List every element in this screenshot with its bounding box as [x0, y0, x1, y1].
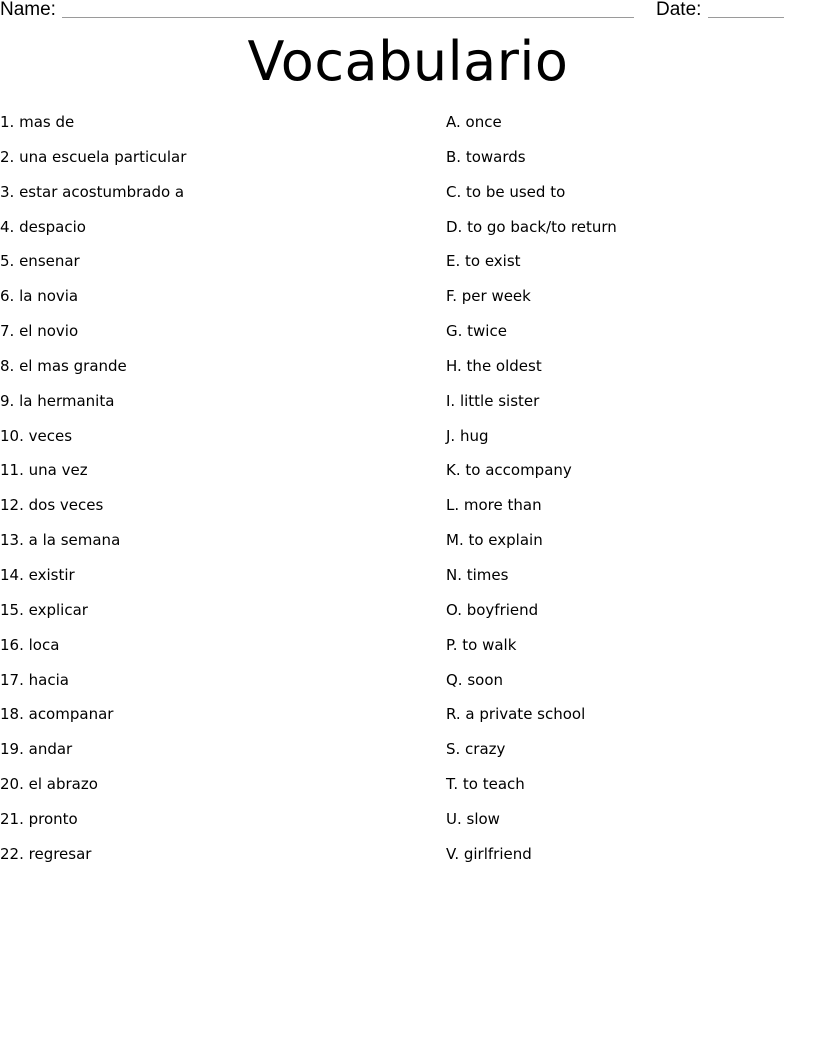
term-item: 6. la novia	[0, 287, 79, 306]
definition-item: O. boyfriend	[446, 600, 539, 619]
definition-item: I. little sister	[446, 391, 540, 410]
term-item: 5. ensenar	[0, 252, 80, 271]
term-item: 9. la hermanita	[0, 391, 115, 410]
definition-item: T. to teach	[446, 775, 525, 794]
term-item: 18. acompanar	[0, 705, 114, 724]
definition-item: R. a private school	[446, 705, 586, 724]
term-item: 20. el abrazo	[0, 775, 98, 794]
definition-item: E. to exist	[446, 252, 521, 271]
definition-item: L. more than	[446, 496, 542, 515]
definition-item: S. crazy	[446, 740, 506, 759]
term-item: 7. el novio	[0, 322, 79, 341]
term-item: 3. estar acostumbrado a	[0, 182, 185, 201]
definition-item: F. per week	[446, 287, 531, 306]
term-item: 15. explicar	[0, 600, 88, 619]
definition-item: G. twice	[446, 322, 507, 341]
worksheet-header	[0, 0, 816, 24]
definition-item: D. to go back/to return	[446, 217, 617, 236]
term-item: 4. despacio	[0, 217, 86, 236]
date-label: Date:	[656, 0, 702, 20]
term-item: 10. veces	[0, 426, 73, 445]
term-item: 21. pronto	[0, 809, 78, 828]
term-item: 19. andar	[0, 740, 73, 759]
term-item: 2. una escuela particular	[0, 147, 187, 166]
term-item: 17. hacia	[0, 670, 69, 689]
definition-item: U. slow	[446, 809, 500, 828]
term-item: 12. dos veces	[0, 496, 104, 515]
date-blank-line	[708, 17, 784, 18]
definition-item: H. the oldest	[446, 356, 542, 375]
terms-list	[0, 109, 420, 876]
term-item: 1. mas de	[0, 113, 75, 131]
definition-item: V. girlfriend	[446, 844, 532, 863]
term-item: 13. a la semana	[0, 531, 121, 550]
definition-item: Q. soon	[446, 670, 504, 689]
term-item: 8. el mas grande	[0, 356, 127, 375]
definition-item: N. times	[446, 565, 509, 584]
definition-item: C. to be used to	[446, 182, 566, 201]
definition-item: A. once	[446, 113, 502, 131]
page-title: Vocabulario	[247, 30, 569, 93]
definition-item: P. to walk	[446, 635, 517, 654]
name-label: Name:	[0, 0, 56, 20]
definition-item: B. towards	[446, 147, 526, 166]
term-item: 22. regresar	[0, 844, 92, 863]
definition-item: K. to accompany	[446, 461, 572, 480]
definition-item: J. hug	[446, 426, 489, 445]
term-item: 14. existir	[0, 565, 75, 584]
term-item: 11. una vez	[0, 461, 88, 480]
definition-item: M. to explain	[446, 531, 543, 550]
definitions-list	[446, 109, 816, 876]
name-blank-line	[62, 17, 634, 18]
term-item: 16. loca	[0, 635, 60, 654]
